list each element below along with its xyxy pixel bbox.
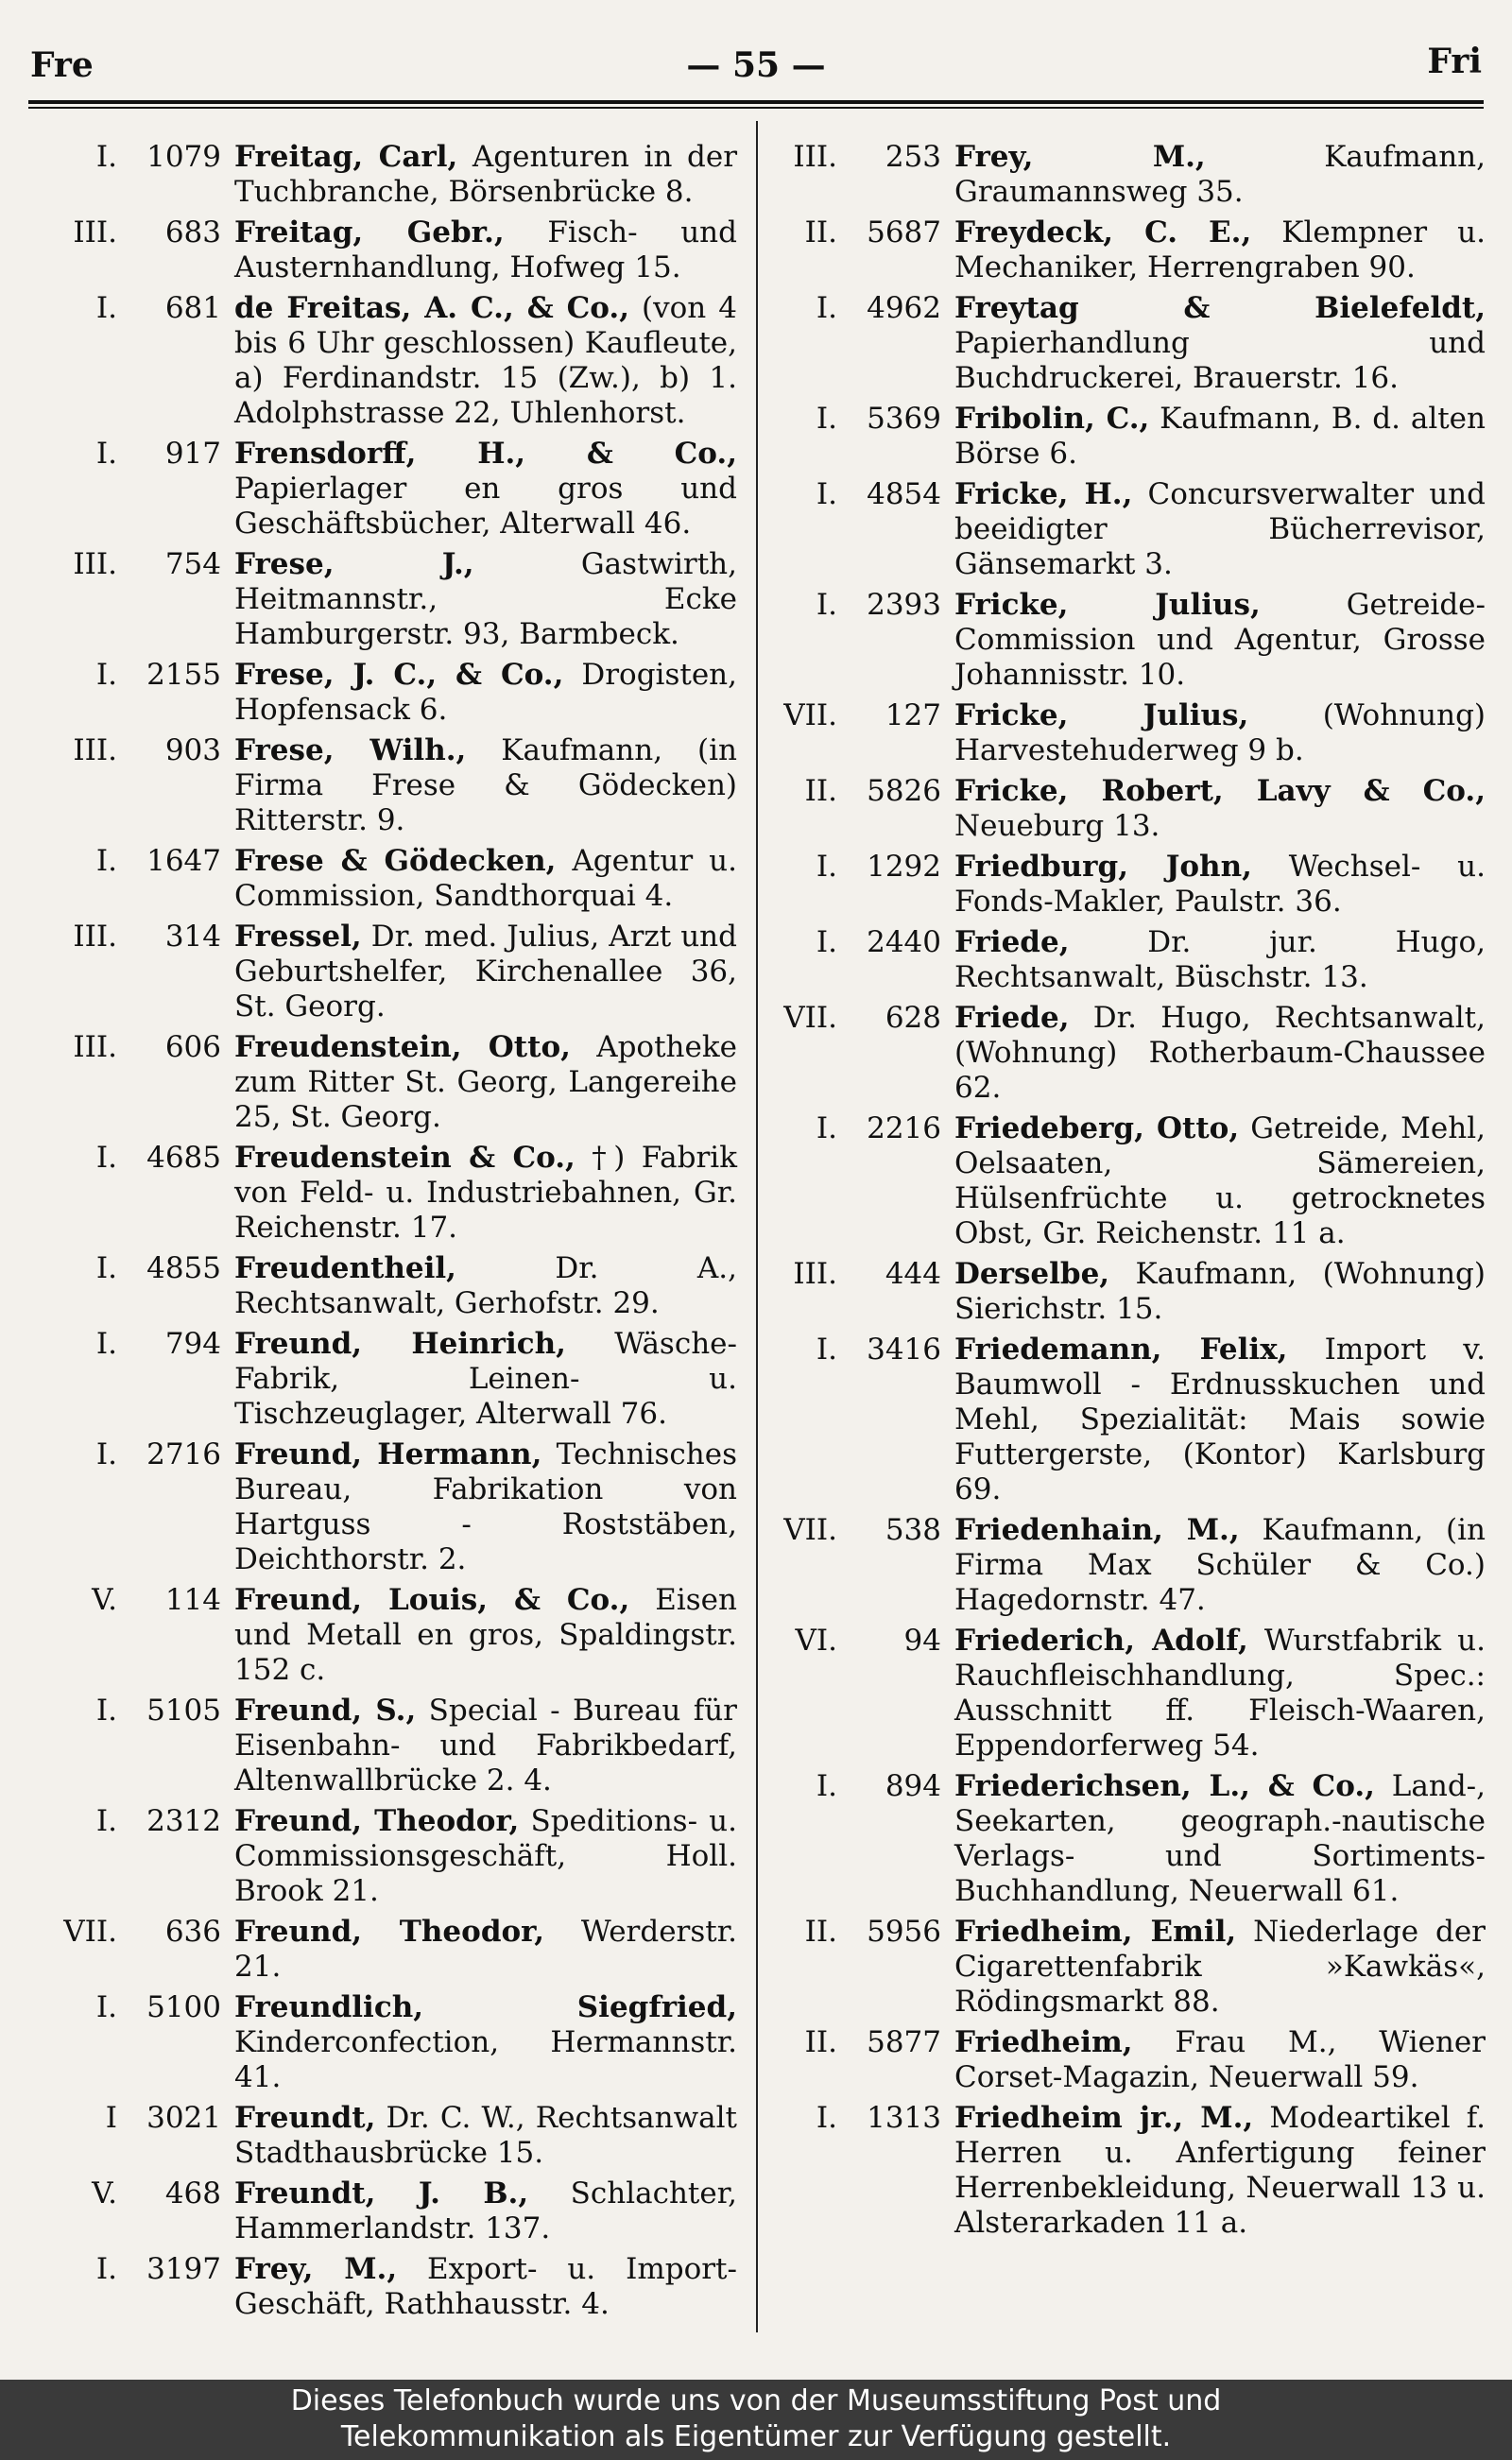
subscriber-name: Friedemann, Felix, [954,1333,1288,1367]
directory-entry [47,1804,737,1909]
directory-entry [47,920,737,1024]
exchange-office: V. [92,1583,117,1617]
exchange-office: III. [793,140,837,174]
exchange-office: I. [816,2101,837,2135]
exchange-office: III. [793,1257,837,1291]
phone-number: 754 [164,547,221,581]
directory-entry [47,1437,737,1577]
exchange-office: VII. [783,698,837,732]
exchange-office: I. [95,1141,117,1175]
subscriber-name: Freund, S., [234,1694,417,1728]
entry-text [954,2101,1486,2241]
entry-text [234,2176,737,2246]
subscriber-name: Freudenstein, Otto, [234,1030,571,1064]
entry-text [234,2252,737,2322]
phone-number: 253 [885,140,941,174]
subscriber-name: Fricke, Julius, [954,588,1261,622]
phone-number: 4855 [146,1251,221,1285]
subscriber-name: Derselbe, [954,1257,1110,1291]
header-left-guide-word: Fre [30,45,94,85]
entry-text [954,215,1486,285]
exchange-office: I. [816,588,837,622]
subscriber-name: Freitag, Gebr., [234,215,505,249]
subscriber-name: Friedburg, John, [954,850,1252,884]
phone-number: 3021 [146,2101,221,2135]
subscriber-details: Kaufmann, Graumannsweg 35. [954,140,1486,209]
exchange-office: II. [804,774,837,808]
subscriber-name: Freytag & Bielefeldt, [954,291,1486,325]
directory-entry [47,733,737,838]
directory-entry [767,850,1486,920]
subscriber-name: Fricke, Robert, Lavy & Co., [954,774,1486,808]
phone-number: 127 [885,698,941,732]
phone-number: 2312 [146,1804,221,1838]
directory-entry [47,1030,737,1135]
subscriber-details: Dr. C. W., Rechtsanwalt Stadthausbrücke 15. [234,2101,737,2170]
subscriber-details: Kaufmann, (Wohnung) Sierichstr. 15. [954,1257,1486,1326]
entry-text [954,402,1486,472]
subscriber-name: Frese, J., [234,547,474,581]
phone-number: 2393 [867,588,941,622]
subscriber-details: Papierlager en gros und Geschäftsbücher, Alterwall 46. [234,472,737,541]
exchange-office: I. [816,1333,837,1367]
entry-text [954,477,1486,582]
subscriber-details: Concursverwalter und beeidigter Bücherrevisor, Gänsemarkt 3. [954,477,1486,581]
phone-number: 5369 [867,402,941,436]
directory-entry [767,774,1486,844]
subscriber-details: Dr. Hugo, Rechtsanwalt, (Wohnung) Rotherbaum-Chaussee 62. [954,1001,1486,1105]
phone-number: 903 [164,733,221,767]
directory-entry [47,1141,737,1246]
phone-number: 794 [164,1327,221,1361]
exchange-office: III. [73,733,117,767]
subscriber-details: Wechsel- u. Fonds-Makler, Paulstr. 36. [954,850,1486,919]
phone-number: 468 [164,2176,221,2211]
exchange-office: VI. [795,1624,837,1658]
entry-text [234,1694,737,1798]
footer-line-1: Dieses Telefonbuch wurde uns von der Museumsstiftung Post und [290,2384,1222,2417]
entry-text [234,658,737,728]
subscriber-details: Wäsche-Fabrik, Leinen- u. Tischzeuglager, Alterwall 76. [234,1327,737,1431]
left-column [47,140,737,2328]
page-header [30,38,1482,104]
subscriber-name: Freund, Theodor, [234,1915,545,1949]
exchange-office: I. [816,291,837,325]
entry-text [234,1030,737,1135]
entry-text [234,844,737,914]
directory-entry [767,477,1486,582]
subscriber-name: Freundt, J. B., [234,2176,529,2211]
subscriber-details: †) Fabrik von Feld- u. Industriebahnen, Gr. Reichenstr. 17. [234,1141,737,1245]
right-column [767,140,1486,2246]
subscriber-details: Getreide-Commission und Agentur, Grosse Johannisstr. 10. [954,588,1486,692]
directory-entry [767,1769,1486,1909]
subscriber-details: Agentur u. Commission, Sandthorquai 4. [234,844,737,913]
entry-text [234,291,737,431]
subscriber-details: Dr. jur. Hugo, Rechtsanwalt, Büschstr. 13. [954,925,1486,994]
exchange-office: I. [95,1990,117,2024]
phone-number: 2440 [867,925,941,959]
entry-text [234,920,737,1024]
phone-number: 681 [164,291,221,325]
subscriber-details: Kaufmann, (in Firma Frese & Gödecken) Ritterstr. 9. [234,733,737,837]
subscriber-name: Fribolin, C., [954,402,1150,436]
subscriber-details: Klempner u. Mechaniker, Herrengraben 90. [954,215,1486,284]
exchange-office: I. [816,477,837,511]
phone-number: 5105 [146,1694,221,1728]
directory-entry [767,588,1486,693]
directory-entry [47,1694,737,1798]
entry-text [234,1990,737,2095]
directory-entry [767,1111,1486,1251]
directory-entry [47,2176,737,2246]
subscriber-details: Neueburg 13. [954,809,1160,843]
entry-text [234,2101,737,2171]
page-number: — 55 — [686,45,826,85]
phone-number: 314 [164,920,221,954]
subscriber-details: Speditions- u. Commissionsgeschäft, Holl. Brook 21. [234,1804,737,1908]
subscriber-details: Dr. A., Rechtsanwalt, Gerhofstr. 29. [234,1251,737,1320]
subscriber-name: Freund, Louis, & Co., [234,1583,630,1617]
subscriber-name: Frese & Gödecken, [234,844,557,878]
subscriber-name: de Freitas, A. C., & Co., [234,291,630,325]
exchange-office: I. [95,844,117,878]
entry-text [954,1513,1486,1618]
directory-entry [47,140,737,210]
exchange-office: I. [95,2252,117,2286]
exchange-office: I. [816,402,837,436]
subscriber-details: Special - Bureau für Eisenbahn- und Fabrikbedarf, Altenwallbrücke 2. 4. [234,1694,737,1798]
phone-number: 5687 [867,215,941,249]
directory-entry [47,844,737,914]
entry-text [234,1141,737,1246]
subscriber-details: Schlachter, Hammerlandstr. 137. [234,2176,737,2245]
subscriber-name: Friedeberg, Otto, [954,1111,1240,1145]
phone-number: 5826 [867,774,941,808]
exchange-office: II. [804,215,837,249]
entry-text [954,925,1486,995]
directory-entry [47,1583,737,1688]
directory-entry [767,402,1486,472]
exchange-office: III. [73,920,117,954]
phone-number: 606 [164,1030,221,1064]
exchange-office: V. [92,2176,117,2211]
entry-text [234,547,737,652]
phone-number: 4685 [146,1141,221,1175]
phone-number: 628 [885,1001,941,1035]
entry-text [234,1437,737,1577]
entry-text [954,1001,1486,1106]
exchange-office: I. [816,925,837,959]
subscriber-name: Frese, J. C., & Co., [234,658,564,692]
entry-text [954,1769,1486,1909]
subscriber-name: Friederich, Adolf, [954,1624,1248,1658]
phone-number: 5100 [146,1990,221,2024]
exchange-office: I. [95,1327,117,1361]
entry-text [954,291,1486,396]
entry-text [234,437,737,542]
phone-number: 683 [164,215,221,249]
subscriber-details: Import v. Baumwoll - Erdnusskuchen und Mehl, Spezialität: Mais sowie Futtergerste, (Kontor) Karlsburg 69. [954,1333,1486,1506]
phone-number: 3197 [146,2252,221,2286]
phone-number: 444 [885,1257,941,1291]
subscriber-name: Frey, M., [234,2252,398,2286]
subscriber-name: Freudentheil, [234,1251,456,1285]
subscriber-details: Werderstr. 21. [234,1915,737,1984]
phone-number: 94 [903,1624,941,1658]
directory-entry [47,1990,737,2095]
subscriber-name: Freitag, Carl, [234,140,458,174]
subscriber-details: Dr. med. Julius, Arzt und Geburtshelfer, Kirchenallee 36, St. Georg. [234,920,737,1024]
directory-entry [47,658,737,728]
subscriber-name: Friedheim, Emil, [954,1915,1237,1949]
subscriber-details: Kaufmann, (in Firma Max Schüler & Co.) Hagedornstr. 47. [954,1513,1486,1617]
subscriber-details: Modeartikel f. Herren u. Anfertigung feiner Herrenbekleidung, Neuerwall 13 u. Alsterarkaden 11 a. [954,2101,1486,2240]
entry-text [954,850,1486,920]
subscriber-name: Friedenhain, M., [954,1513,1240,1547]
subscriber-details: Kinderconfection, Hermannstr. 41. [234,2025,737,2094]
directory-entry [767,698,1486,768]
exchange-office: III. [73,1030,117,1064]
exchange-office: II. [804,1915,837,1949]
entry-text [234,215,737,285]
phone-number: 2155 [146,658,221,692]
entry-text [954,698,1486,768]
phone-number: 538 [885,1513,941,1547]
exchange-office: VII. [783,1001,837,1035]
exchange-office: I. [95,291,117,325]
directory-entry [767,1333,1486,1507]
exchange-office: I. [816,1769,837,1803]
directory-entry [47,547,737,652]
subscriber-details: Apotheke zum Ritter St. Georg, Langereihe 25, St. Georg. [234,1030,737,1134]
footer-notice [0,2380,1512,2460]
phone-number: 114 [164,1583,221,1617]
subscriber-name: Freund, Hermann, [234,1437,542,1471]
subscriber-details: (von 4 bis 6 Uhr geschlossen) Kaufleute, a) Ferdinandstr. 15 (Zw.), b) 1. Adolphstrasse 22, Uhlenhorst. [234,291,737,430]
subscriber-details: Eisen und Metall en gros, Spaldingstr. 152 c. [234,1583,737,1687]
directory-entry [47,1251,737,1321]
subscriber-details: Agenturen in der Tuchbranche, Börsenbrücke 8. [234,140,738,209]
phone-number: 5877 [867,2025,941,2059]
subscriber-name: Freydeck, C. E., [954,215,1252,249]
phone-number: 2216 [867,1111,941,1145]
exchange-office: III. [73,215,117,249]
exchange-office: I. [95,437,117,471]
subscriber-name: Friede, [954,1001,1070,1035]
entry-text [234,1915,737,1985]
subscriber-name: Friederichsen, L., & Co., [954,1769,1375,1803]
subscriber-details: Drogisten, Hopfensack 6. [234,658,737,727]
entry-text [234,1251,737,1321]
entry-text [234,1804,737,1909]
directory-entry [767,1001,1486,1106]
phone-number: 5956 [867,1915,941,1949]
exchange-office: I. [95,1251,117,1285]
subscriber-details: Gastwirth, Heitmannstr., Ecke Hamburgerstr. 93, Barmbeck. [234,547,737,651]
exchange-office: I. [95,658,117,692]
directory-entry [767,140,1486,210]
exchange-office: VII. [63,1915,117,1949]
directory-entry [47,2252,737,2322]
phone-number: 636 [164,1915,221,1949]
phone-number: 2716 [146,1437,221,1471]
subscriber-details: Papierhandlung und Buchdruckerei, Brauerstr. 16. [954,326,1486,395]
subscriber-name: Frensdorff, H., & Co., [234,437,737,471]
header-rule-thin [28,107,1484,109]
subscriber-name: Freundt, [234,2101,376,2135]
directory-entry [767,1513,1486,1618]
subscriber-name: Friedheim, [954,2025,1133,2059]
directory-entry [47,215,737,285]
subscriber-details: Getreide, Mehl, Oelsaaten, Sämereien, Hülsenfrüchte u. getrocknetes Obst, Gr. Reichenstr. 11 a. [954,1111,1486,1250]
subscriber-name: Freudenstein & Co., [234,1141,576,1175]
subscriber-name: Fricke, Julius, [954,698,1249,732]
entry-text [954,1111,1486,1251]
subscriber-details: Wurstfabrik u. Rauchfleischhandlung, Spec.: Ausschnitt ff. Fleisch-Waaren, Eppendorferweg 54. [954,1624,1486,1763]
entry-text [234,140,737,210]
phone-number: 4854 [867,477,941,511]
phone-number: 1313 [867,2101,941,2135]
entry-text [954,774,1486,844]
exchange-office: II. [804,2025,837,2059]
directory-entry [47,1327,737,1432]
exchange-office: I. [95,1804,117,1838]
phone-number: 1079 [146,140,221,174]
exchange-office: I. [95,1694,117,1728]
subscriber-details: Technisches Bureau, Fabrikation von Hartguss - Roststäben, Deichthorstr. 2. [234,1437,737,1576]
subscriber-name: Friedheim jr., M., [954,2101,1254,2135]
subscriber-details: Land-, Seekarten, geograph.-nautische Verlags- und Sortiments-Buchhandlung, Neuerwall 61. [954,1769,1486,1908]
subscriber-name: Fricke, H., [954,477,1133,511]
directory-entry [47,2101,737,2171]
phone-number: 894 [885,1769,941,1803]
subscriber-name: Frese, Wilh., [234,733,467,767]
exchange-office: I. [95,1437,117,1471]
exchange-office: I [105,2101,117,2135]
directory-entry [767,1624,1486,1763]
subscriber-name: Freund, Theodor, [234,1804,520,1838]
entry-text [954,1257,1486,1327]
phone-number: 1647 [146,844,221,878]
subscriber-details: Kaufmann, B. d. alten Börse 6. [954,402,1486,471]
entry-text [954,1915,1486,2020]
entry-text [234,1583,737,1688]
entry-text [234,1327,737,1432]
entry-text [954,2025,1486,2095]
entry-text [954,1333,1486,1507]
column-separator [756,121,758,2332]
subscriber-name: Freund, Heinrich, [234,1327,566,1361]
entry-text [954,140,1486,210]
directory-entry [767,1257,1486,1327]
directory-entry [767,925,1486,995]
directory-entry [767,2025,1486,2095]
directory-entry [767,291,1486,396]
subscriber-details: (Wohnung) Harvestehuderweg 9 b. [954,698,1486,767]
entry-text [954,1624,1486,1763]
header-right-guide-word: Fri [1427,42,1482,81]
phone-number: 1292 [867,850,941,884]
exchange-office: VII. [783,1513,837,1547]
phone-number: 4962 [867,291,941,325]
subscriber-details: Export- u. Import-Geschäft, Rathhausstr. 4. [234,2252,737,2321]
subscriber-details: Niederlage der Cigarettenfabrik »Kawkäs«, Rödingsmarkt 88. [954,1915,1486,2019]
directory-entry [47,437,737,542]
directory-entry [767,2101,1486,2241]
phone-number: 3416 [867,1333,941,1367]
exchange-office: I. [816,1111,837,1145]
subscriber-details: Frau M., Wiener Corset-Magazin, Neuerwall 59. [954,2025,1486,2094]
exchange-office: III. [73,547,117,581]
exchange-office: I. [95,140,117,174]
exchange-office: I. [816,850,837,884]
directory-entry [767,1915,1486,2020]
entry-text [954,588,1486,693]
subscriber-name: Frey, M., [954,140,1206,174]
subscriber-name: Freundlich, Siegfried, [234,1990,737,2024]
subscriber-details: Fisch- und Austernhandlung, Hofweg 15. [234,215,737,284]
directory-entry [767,215,1486,285]
directory-entry [47,1915,737,1985]
directory-entry [47,291,737,431]
phone-number: 917 [164,437,221,471]
subscriber-name: Friede, [954,925,1070,959]
footer-line-2: Telekommunikation als Eigentümer zur Verfügung gestellt. [340,2420,1172,2453]
subscriber-name: Fressel, [234,920,362,954]
entry-text [234,733,737,838]
header-rule [28,100,1484,104]
